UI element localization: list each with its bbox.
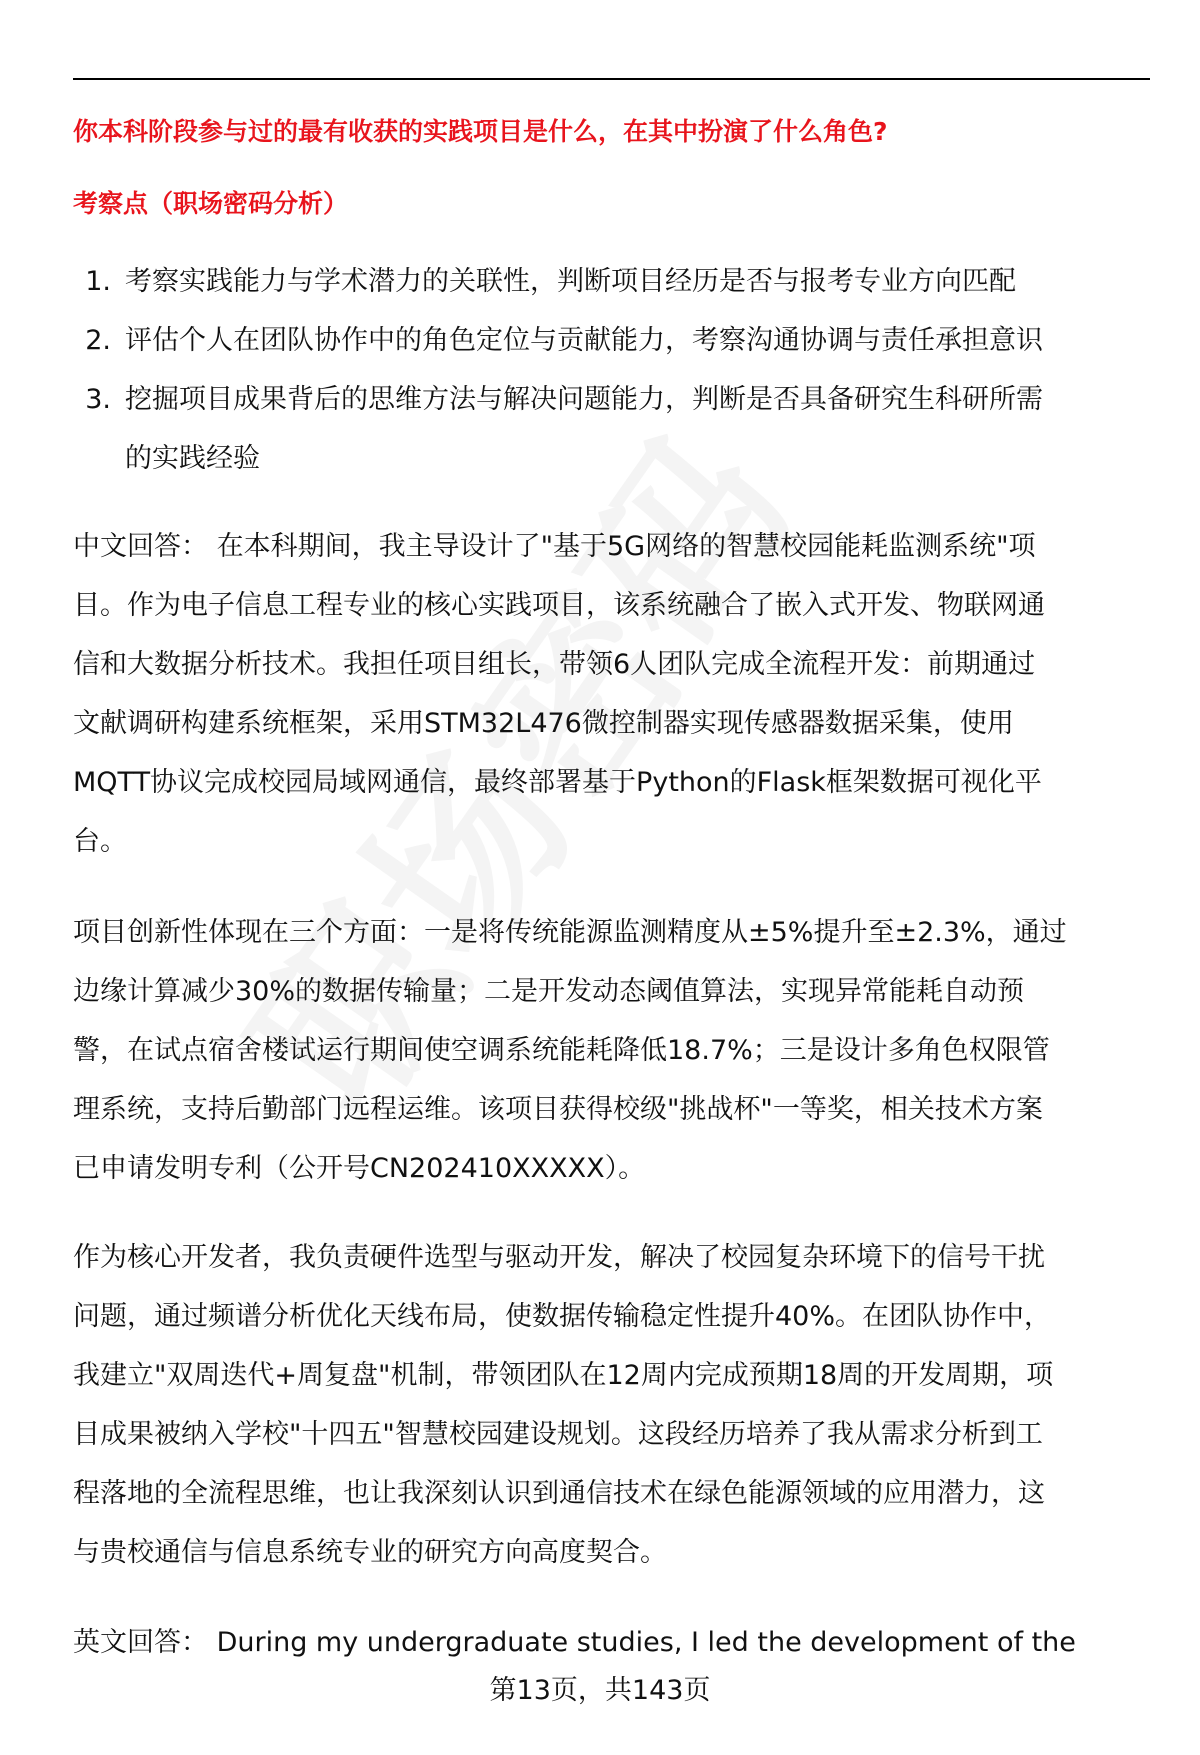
list-item-text: 考察实践能力与学术潜力的关联性，判断项目经历是否与报考专业方向匹配 bbox=[125, 266, 1016, 297]
paragraph-line: 目。作为电子信息工程专业的核心实践项目，该系统融合了嵌入式开发、物联网通 bbox=[73, 590, 1045, 621]
paragraph-line: 台。 bbox=[73, 826, 127, 857]
list-item bbox=[73, 429, 1043, 488]
paragraph-line: 目成果被纳入学校"十四五"智慧校园建设规划。这段经历培养了我从需求分析到工 bbox=[73, 1419, 1043, 1450]
paragraph-line: 边缘计算减少30%的数据传输量；二是开发动态阈值算法，实现异常能耗自动预 bbox=[73, 976, 1025, 1007]
paragraph-line: 中文回答： 在本科期间，我主导设计了"基于5G网络的智慧校园能耗监测系统"项 bbox=[73, 531, 1036, 562]
list-item bbox=[73, 370, 1043, 429]
list-item bbox=[73, 311, 1043, 370]
header-rule bbox=[73, 78, 1150, 80]
paragraph-line: 警，在试点宿舍楼试运行期间使空调系统能耗降低18.7%；三是设计多角色权限管 bbox=[73, 1035, 1050, 1066]
paragraph-line: 文献调研构建系统框架，采用STM32L476微控制器实现传感器数据采集，使用 bbox=[73, 708, 1014, 739]
paragraph-line: 与贵校通信与信息系统专业的研究方向高度契合。 bbox=[73, 1537, 667, 1568]
paragraph-line: MQTT协议完成校园局域网通信，最终部署基于Python的Flask框架数据可视化平 bbox=[73, 767, 1042, 798]
paragraph-line: 信和大数据分析技术。我担任项目组长，带领6人团队完成全流程开发：前期通过 bbox=[73, 649, 1036, 680]
paragraph-chinese-answer-1 bbox=[73, 517, 1045, 871]
paragraph-line: 已申请发明专利（公开号CN202410XXXXX）。 bbox=[73, 1153, 646, 1184]
paragraph-line: 作为核心开发者，我负责硬件选型与驱动开发，解决了校园复杂环境下的信号干扰 bbox=[73, 1242, 1045, 1273]
list-item-text: 的实践经验 bbox=[125, 443, 260, 474]
paragraph-line: 理系统，支持后勤部门远程运维。该项目获得校级"挑战杯"一等奖，相关技术方案 bbox=[73, 1094, 1043, 1125]
list-item-text: 评估个人在团队协作中的角色定位与贡献能力，考察沟通协调与责任承担意识 bbox=[125, 325, 1043, 356]
paragraph-line: 程落地的全流程思维，也让我深刻认识到通信技术在绿色能源领域的应用潜力，这 bbox=[73, 1478, 1045, 1509]
paragraph-line: 问题，通过频谱分析优化天线布局，使数据传输稳定性提升40%。在团队协作中， bbox=[73, 1301, 1052, 1332]
paragraph-line: 我建立"双周迭代+周复盘"机制，带领团队在12周内完成预期18周的开发周期，项 bbox=[73, 1360, 1054, 1391]
paragraph-chinese-answer-3 bbox=[73, 1228, 1053, 1582]
list-number: 2. bbox=[85, 325, 111, 356]
paragraph-english-answer bbox=[73, 1613, 1076, 1672]
question-heading: 你本科阶段参与过的最有收获的实践项目是什么，在其中扮演了什么角色? bbox=[73, 117, 888, 146]
list-number: 3. bbox=[85, 384, 111, 415]
paragraph-chinese-answer-2 bbox=[73, 903, 1067, 1198]
paragraph-line: 英文回答： During my undergraduate studies, I led the development of the bbox=[73, 1627, 1076, 1658]
section-title: 考察点（职场密码分析） bbox=[73, 189, 349, 218]
page-footer: 第13页，共143页 bbox=[489, 1675, 711, 1706]
list-number: 1. bbox=[85, 266, 111, 297]
paragraph-line: 项目创新性体现在三个方面：一是将传统能源监测精度从±5%提升至±2.3%，通过 bbox=[73, 917, 1067, 948]
list-item-text: 挖掘项目成果背后的思维方法与解决问题能力，判断是否具备研究生科研所需 bbox=[125, 384, 1043, 415]
list-item bbox=[73, 252, 1043, 311]
points-list bbox=[73, 252, 1043, 488]
